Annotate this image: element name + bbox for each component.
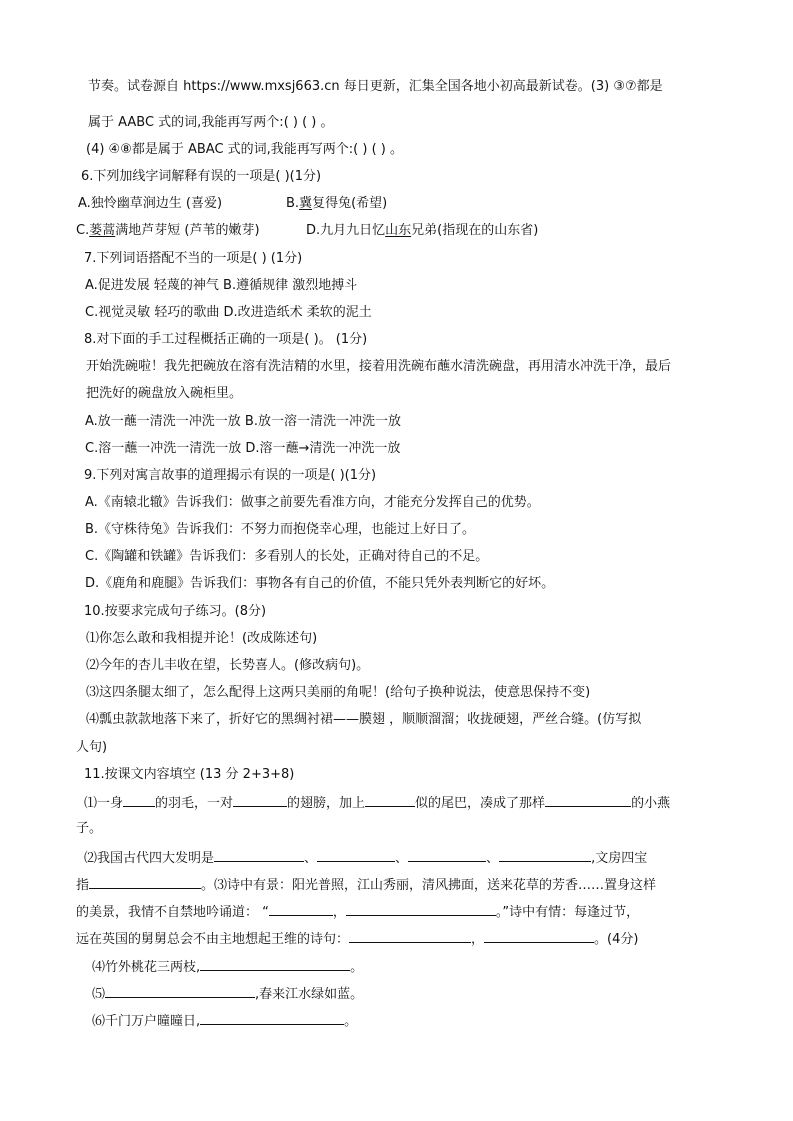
q8-options-ab: A.放一蘸一清洗一冲洗一放 B.放一溶一清洗一冲洗一放 (85, 414, 401, 429)
q10-sentence: 人句) (76, 740, 108, 755)
text-line: 属于 AABC 式的词,我能再写两个:( ) ( ) 。 (88, 115, 334, 130)
question-11-stem: 11.按课文内容填空 (13 分 2+3+8) (84, 767, 295, 782)
q11-fill-line: 指 。⑶诗中有景：阳光普照，江山秀丽，清风拂面，送来花草的芳香……置身这样 (76, 875, 656, 895)
q6-option-b: B.冀复得兔(希望) (286, 196, 388, 211)
blank-field[interactable] (105, 984, 255, 998)
blank-field[interactable] (346, 902, 496, 916)
q10-sentence: ⑷瓢虫款款地落下来了，折好它的黑绸衬裙——膜翅 ，顺顺溜溜；收拢硬翅，严丝合缝。(仿写拟 (86, 712, 642, 727)
q6-option-c: C.蒌蒿满地芦芽短 (芦苇的嫩芽) (76, 223, 260, 238)
blank-field[interactable] (365, 793, 415, 807)
q8-passage-line: 把洗好的碗盘放入碗柜里。 (86, 386, 243, 401)
q6-option-d: D.九月九日忆山东兄弟(指现在的山东省) (306, 223, 539, 238)
blank-field[interactable] (269, 902, 333, 916)
q10-sentence: ⑶这四条腿太细了，怎么配得上这两只美丽的角呢！(给句子换种说法，使意思保持不变) (86, 685, 591, 700)
q8-options-cd: C.溶一蘸一冲洗一清洗一放 D.溶一蘸→清洗一冲洗一放 (85, 441, 401, 456)
question-6-stem: 6.下列加线字词解释有误的一项是( )(1分) (81, 169, 322, 184)
q7-options-cd: C.视觉灵敏 轻巧的歌曲 D.改进造纸术 柔软的泥土 (85, 305, 372, 320)
text-line: (4) ④⑧都是属于 ABAC 式的词,我能再写两个:( ) ( ) 。 (86, 142, 404, 157)
q8-passage-line: 开始洗碗啦！我先把碗放在溶有洗洁精的水里，接着用洗碗布蘸水清洗碗盘，再用清水冲洗干净，最后 (86, 359, 672, 374)
question-9-stem: 9.下列对寓言故事的道理揭示有误的一项是( )(1分) (84, 468, 377, 483)
blank-field[interactable] (499, 848, 591, 862)
q6-option-a: A.独怜幽草涧边生 (喜爱) (78, 196, 223, 211)
q11-fill-line: 的美景，我情不自禁地吟诵道： “ ， 。”诗中有情：每逢过节， (76, 902, 639, 922)
blank-field[interactable] (233, 793, 287, 807)
q11-fill-line: 子。 (76, 821, 103, 836)
blank-field[interactable] (200, 957, 350, 971)
q11-fill-line: ⑹千门万户曈曈日, 。 (92, 1011, 357, 1031)
q9-option-d: D.《鹿角和鹿腿》告诉我们：事物各有自己的价值，不能只凭外表判断它的好坏。 (85, 576, 555, 591)
q7-options-ab: A.促进发展 轻蔑的神气 B.遵循规律 激烈地搏斗 (85, 278, 358, 293)
blank-field[interactable] (545, 793, 631, 807)
blank-field[interactable] (349, 929, 471, 943)
blank-field[interactable] (408, 848, 486, 862)
blank-field[interactable] (89, 875, 201, 889)
question-10-stem: 10.按要求完成句子练习。(8分) (84, 604, 267, 619)
blank-field[interactable] (214, 848, 304, 862)
question-8-stem: 8.对下面的手工过程概括正确的一项是( )。 (1分) (84, 332, 368, 347)
blank-field[interactable] (317, 848, 395, 862)
q9-option-c: C.《陶罐和铁罐》告诉我们：多看别人的长处，正确对待自己的不足。 (85, 549, 489, 564)
q11-fill-line: ⑴一身 的羽毛，一对 的翅膀，加上 似的尾巴，凑成了那样 的小燕 (84, 793, 670, 813)
blank-field[interactable] (200, 1011, 344, 1025)
q11-fill-line: 远在英国的舅舅总会不由主地想起王维的诗句： ， 。(4分) (76, 929, 638, 949)
q11-fill-line: ⑸ ,春来江水绿如蓝。 (92, 984, 363, 1004)
q11-fill-line: ⑷竹外桃花三两枝, 。 (92, 957, 363, 977)
text-line: 节奏。试卷源自 https://www.mxsj663.cn 每日更新，汇集全国各地小初高最新试卷。(3) ③⑦都是 (88, 79, 663, 94)
q9-option-b: B.《守株待兔》告诉我们：不努力而抱侥幸心理，也能过上好日了。 (85, 522, 476, 537)
q9-option-a: A.《南辕北辙》告诉我们：做事之前要先看准方向，才能充分发挥自己的优势。 (85, 495, 540, 510)
blank-field[interactable] (484, 929, 594, 943)
blank-field[interactable] (123, 793, 155, 807)
q11-fill-line: ⑵我国古代四大发明是 、 、 、 ,文房四宝 (84, 848, 647, 868)
question-7-stem: 7.下列词语搭配不当的一项是( ) (1分) (84, 251, 303, 266)
q10-sentence: ⑵今年的杏儿丰收在望，长势喜人。(修改病句)。 (86, 658, 370, 673)
q10-sentence: ⑴你怎么敢和我相提并论！(改成陈述句) (86, 631, 318, 646)
